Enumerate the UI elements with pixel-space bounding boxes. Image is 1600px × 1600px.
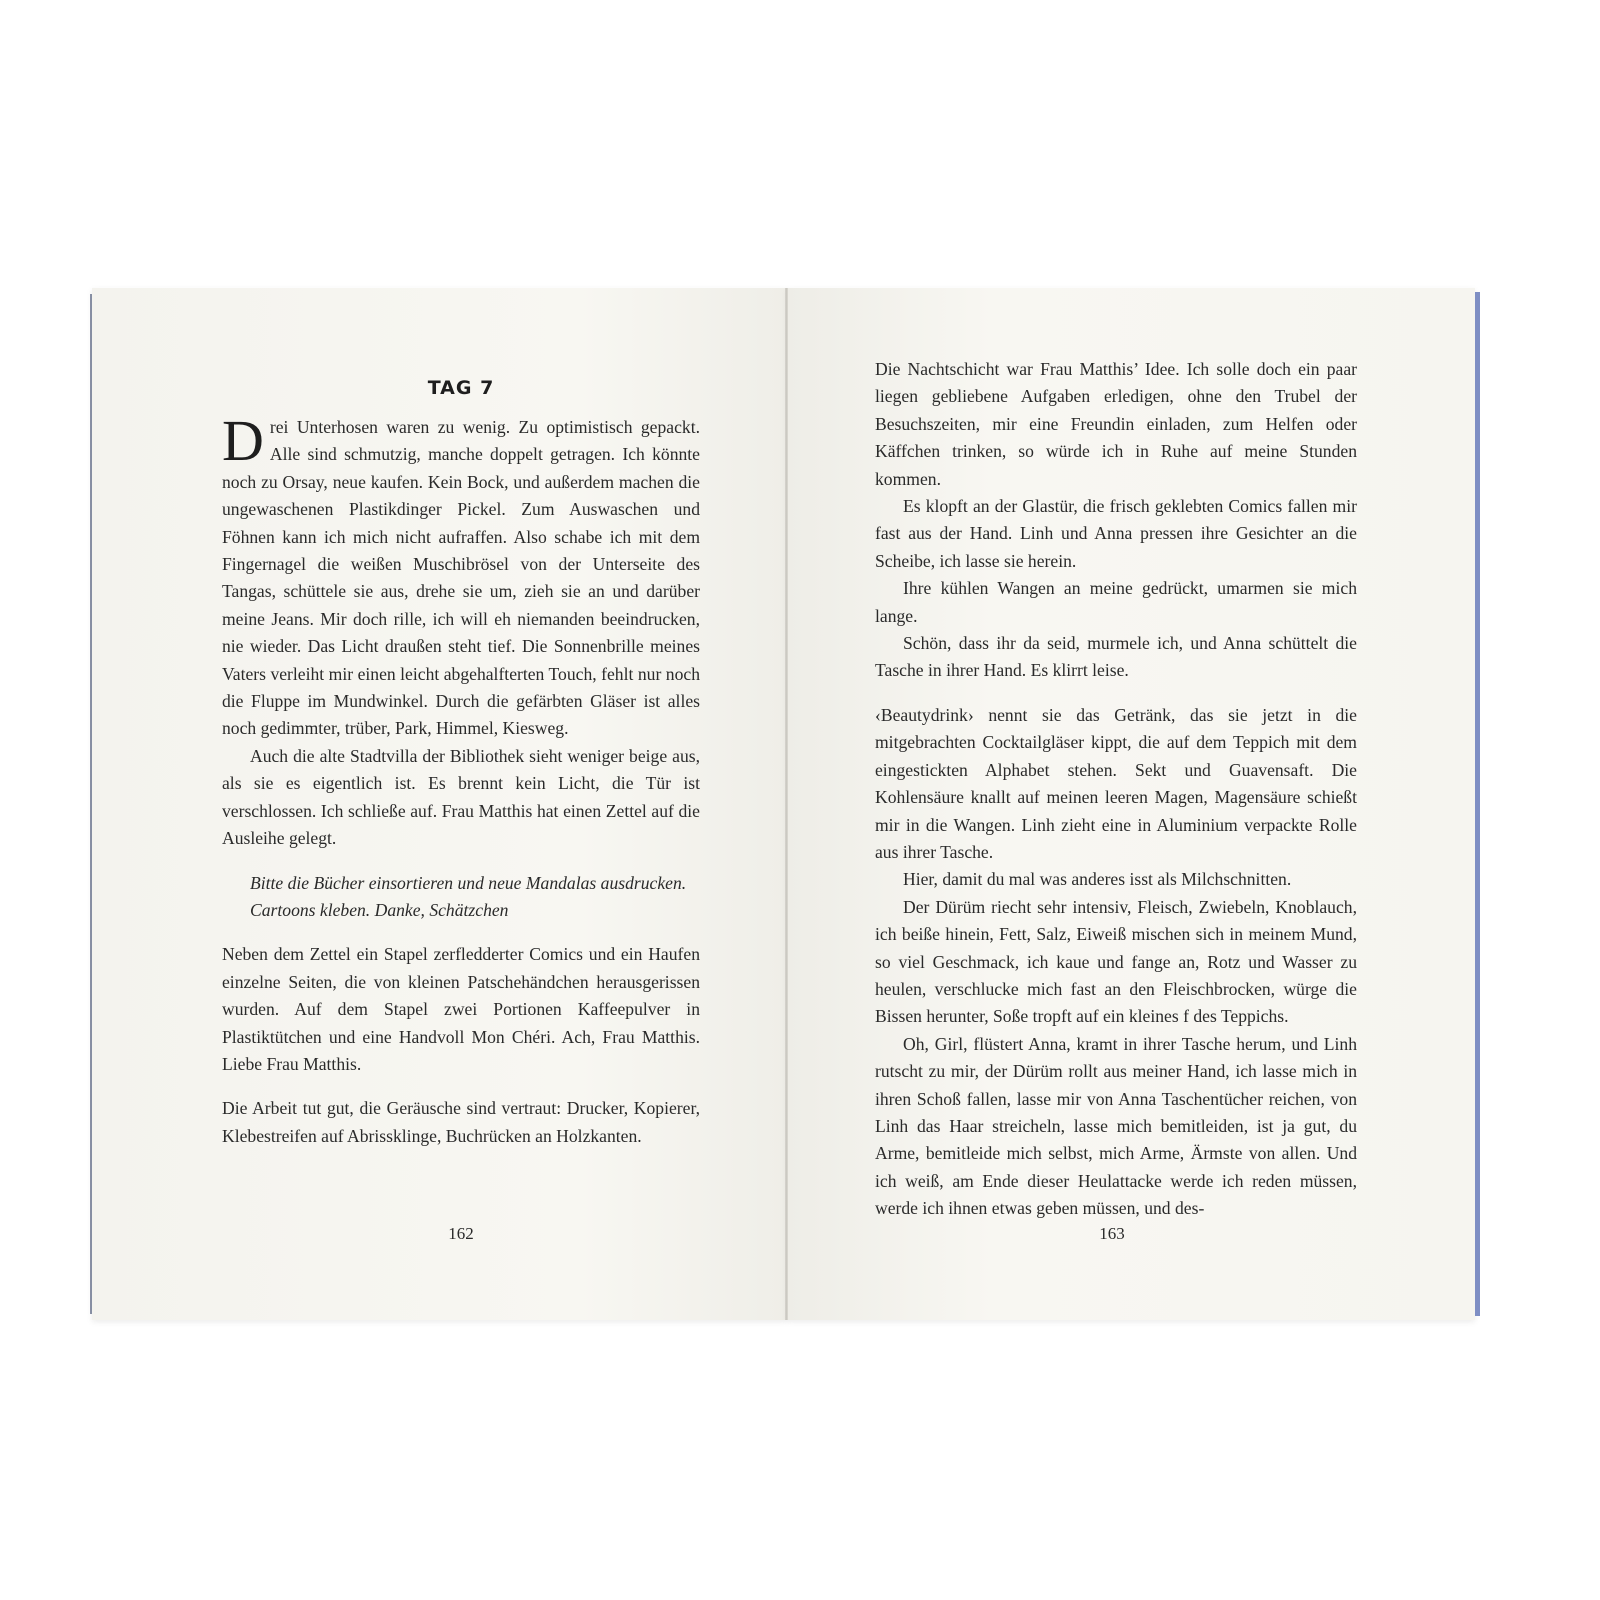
open-book [92,288,1478,1320]
book-cover-edge-right [1475,292,1480,1316]
paragraph: Die Nachtschicht war Frau Matthis’ Idee. Ich solle doch ein paar liegen gebliebene Aufgaben erledigen, ohne den Trubel der Besuchszeiten, mir eine Freundin einladen, zum Helfen oder Käffchen trinken, so würde ich in Ruhe auf meine Stunden kommen. [875,359,1357,489]
right-page-text [875,356,1357,1223]
left-page [92,288,787,1320]
chapter-title: TAG 7 [427,377,495,399]
paragraph: Auch die alte Stadtvilla der Bibliothek sieht weniger beige aus, als sie es eigentlich ist. Es brennt kein Licht, die Tür ist verschlossen. Ich schließe auf. Frau Matthis hat einen Zettel auf die Ausleihe gelegt. [222,745,700,849]
paragraph: Hier, damit du mal was anderes isst als Milchschnitten. [903,869,1292,890]
page-number-right: 163 [1099,1224,1125,1243]
paragraph: Schön, dass ihr da seid, murmele ich, und Anna schüttelt die Tasche in ihrer Hand. Es klirrt leise. [875,633,1357,681]
drop-cap: D [222,408,264,473]
paragraph-text: rei Unterhosen waren zu wenig. Zu optimistisch gepackt. Alle sind schmutzig, manche doppelt getragen. Ich könnte noch zu Orsay, neue kaufen. Kein Bock, und außerdem machen die ungewaschenen Plastikdinger Pickel. Zum Auswaschen und Föhnen kann ich mich nicht aufraffen. Also schabe ich mit dem Fingernagel die weißen Muschibrösel von der Unterseite des Tangas, schüttele sie aus, drehe sie um, zieh sie an und darüber meine Jeans. Mir doch rille, ich will eh niemanden beeindrucken, nie wieder. Das Licht draußen steht tief. Die Sonnenbrille meines Vaters verleiht mir einen leicht abgehalfterten Touch, fehlt nur noch die Fluppe im Mundwinkel. Durch die gefärbten Gläser ist alles noch gedimmter, trüber, Park, Himmel, Kiesweg. [222,417,700,739]
page-number-left: 162 [448,1224,474,1243]
paragraph: Die Arbeit tut gut, die Geräusche sind vertraut: Drucker, Kopierer, Klebestreifen auf Abrissklinge, Buchrücken an Holzkanten. [222,1098,700,1146]
paragraph: Neben dem Zettel ein Stapel zerfledderter Comics und ein Haufen einzelne Seiten, die von kleinen Patschehändchen herausgerissen wurden. Auf dem Stapel zwei Portionen Kaffeepulver in Plastiktütchen und eine Handvoll Mon Chéri. Ach, Frau Matthis. Liebe Frau Matthis. [222,944,700,1074]
paragraph: ‹Beautydrink› nennt sie das Getränk, das sie jetzt in die mitgebrachten Cocktailgläser kippt, die auf dem Teppich mit dem eingestickten Alphabet stehen. Sekt und Guavensaft. Die Kohlensäure knallt auf meinen leeren Magen, Magensäure schießt mir in die Wangen. Linh zieht eine in Aluminium verpackte Rolle aus ihrer Tasche. [875,704,1357,862]
book-gutter [785,288,788,1320]
paragraph: Oh, Girl, flüstert Anna, kramt in ihrer Tasche herum, und Linh rutscht zu mir, der Dürüm rollt aus meiner Hand, ich lasse mich in ihren Schoß fallen, lasse mir von Anna Taschentücher reichen, von Linh das Haar streicheln, lasse mich bemitleiden, ist ja gut, du Arme, bemitleide mich selbst, mich Arme, Ärmste von allen. Und ich weiß, am Ende dieser Heulattacke werde ich reden müssen, werde ich ihnen etwas geben müssen, und des- [875,1033,1357,1219]
paragraph [222,408,700,743]
paragraph: Der Dürüm riecht sehr intensiv, Fleisch, Zwiebeln, Knoblauch, ich beiße hinein, Fett, Salz, Eiweiß mischen sich in meinem Mund, so viel Geschmack, ich kaue und fange an, Rotz und Wasser zu heulen, verschlucke mich fast an den Fleischbrocken, würge die Bissen herunter, Soße tropft auf ein kleines f des Teppichs. [875,896,1357,1027]
italic-note: Bitte die Bücher einsortieren und neue Mandalas ausdrucken. Cartoons kleben. Danke, Schätzchen [250,872,687,920]
paragraph: Es klopft an der Glastür, die frisch geklebten Comics fallen mir fast aus der Hand. Linh und Anna pressen ihre Gesichter an die Scheibe, ich lasse sie herein. [875,496,1357,571]
left-page-text [222,348,700,1150]
paragraph: Ihre kühlen Wangen an meine gedrückt, umarmen sie mich lange. [875,578,1357,626]
right-page [787,288,1475,1320]
